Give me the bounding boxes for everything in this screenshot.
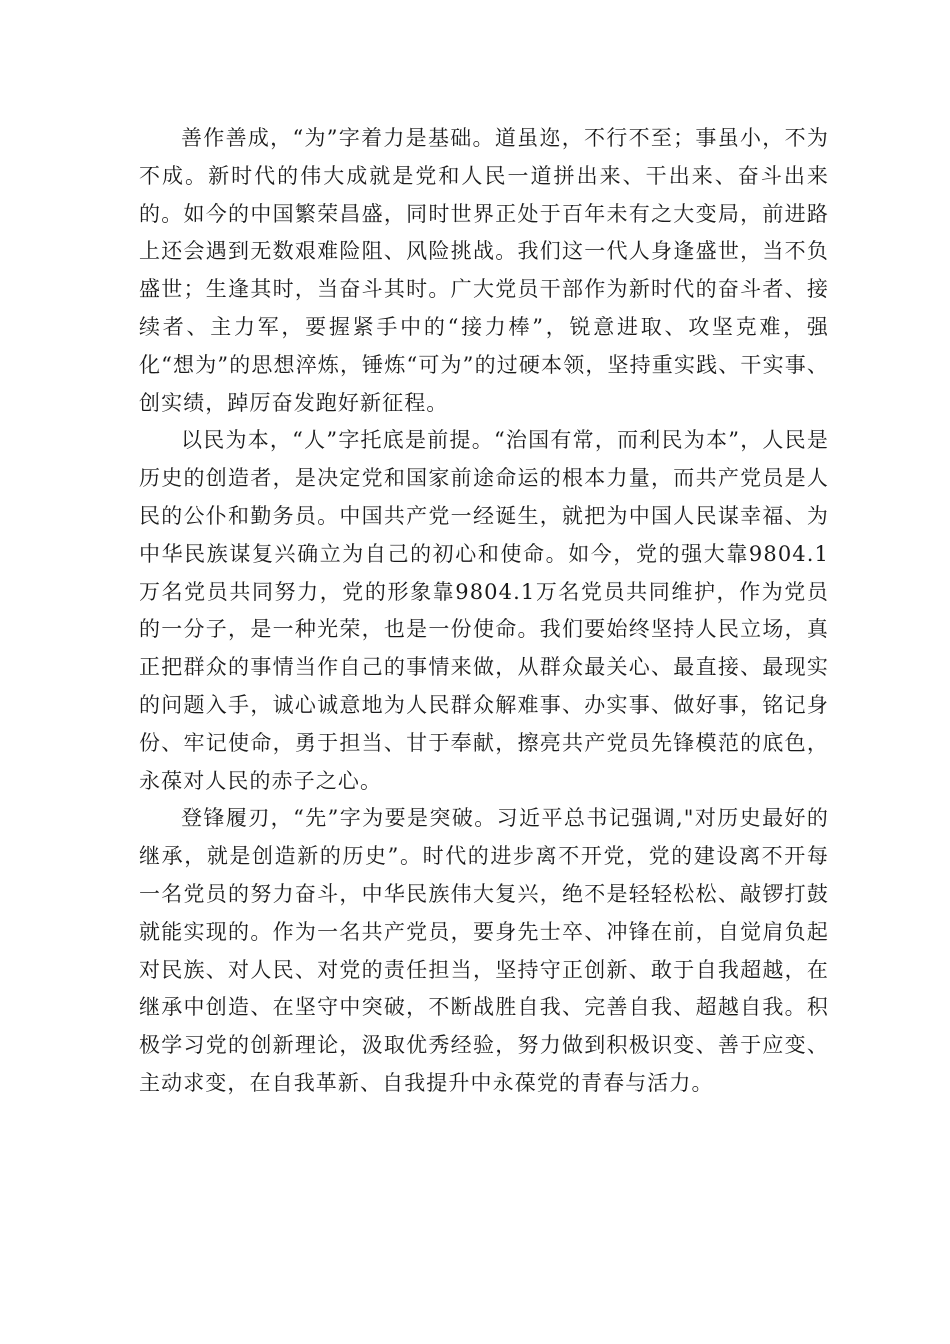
document-body [139,120,829,1103]
paragraph-work: 善作善成，“为”字着力是基础。道虽迩，不行不至；事虽小，不为不成。新时代的伟大成就是党和人民一道拼出来、干出来、奋斗出来的。如今的中国繁荣昌盛，同时世界正处于百年未有之大变局，前进路上还会遇到无数艰难险阻、风险挑战。我们这一代人身逢盛世，当不负盛世；生逢其时，当奋斗其时。广大党员干部作为新时代的奋斗者、接续者、主力军，要握紧手中的“接力棒”，锐意进取、攻坚克难，强化“想为”的思想淬炼，锤炼“可为”的过硬本领，坚持重实践、干实事、创实绩，踔厉奋发跑好新征程。 [139,126,829,415]
paragraph-vanguard: 登锋履刃，“先”字为要是突破。习近平总书记强调,"对历史最好的继承，就是创造新的历史”。时代的进步离不开党，党的建设离不开每一名党员的努力奋斗，中华民族伟大复兴，绝不是轻轻松松、敲锣打鼓就能实现的。作为一名共产党员，要身先士卒、冲锋在前，自觉肩负起对民族、对人民、对党的责任担当，坚持守正创新、敢于自我超越，在继承中创造、在坚守中突破，不断战胜自我、完善自我、超越自我。积极学习党的创新理论，汲取优秀经验，努力做到积极识变、善于应变、主动求变，在自我革新、自我提升中永葆党的青春与活力。 [139,806,829,1095]
paragraph-people: 以民为本，“人”字托底是前提。“治国有常，而利民为本”，人民是历史的创造者，是决定党和国家前途命运的根本力量，而共产党员是人民的公仆和勤务员。中国共产党一经诞生，就把为中国人民谋幸福、为中华民族谋复兴确立为自己的初心和使命。如今，党的强大靠9804.1万名党员共同努力，党的形象靠9804.1万名党员共同维护，作为党员的一分子，是一种光荣，也是一份使命。我们要始终坚持人民立场，真正把群众的事情当作自己的事情来做，从群众最关心、最直接、最现实的问题入手，诚心诚意地为人民群众解难事、办实事、做好事，铭记身份、牢记使命，勇于担当、甘于奉献，擦亮共产党员先锋模范的底色，永葆对人民的赤子之心。 [139,428,829,793]
